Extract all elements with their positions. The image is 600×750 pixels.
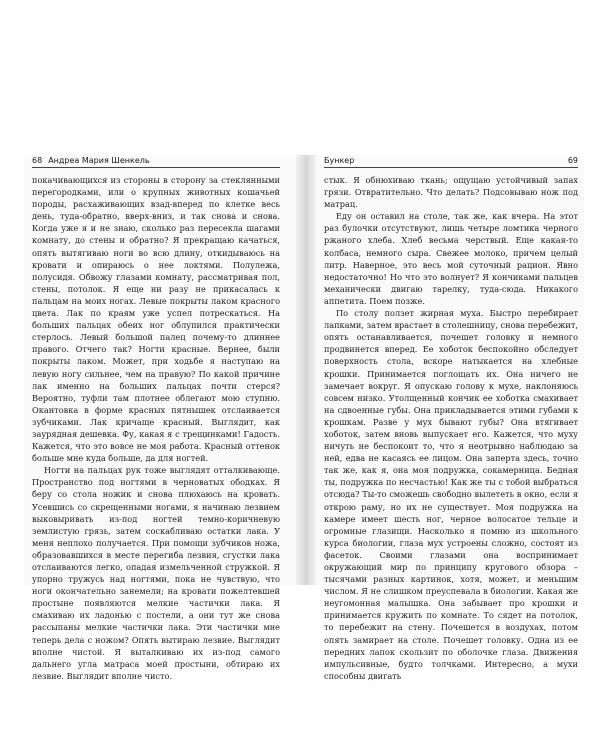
left-running-head: [32, 155, 280, 168]
left-header-group: [32, 155, 150, 167]
left-running-head-title: Андреа Мария Шенкель: [48, 156, 150, 165]
right-page-number: 69: [567, 156, 578, 165]
left-page-number: 68: [32, 156, 43, 165]
left-paragraph-1: покачивающихся из стороны в сторону за стеклянными перегородками, или о крупных животных кошачьей породы, расхаживающих взад-вперед по клетке весь день, туда-обратно, вверх-вниз, и так снова и снова. Когда уже я и не знаю, сколько раз пересекла шагами комнату, до стены и обратно? Я прекращаю качаться, опять вытягиваю ноги во всю длину, откидываюсь на кровати и опираюсь о нее локтями. Полулежа, полусидя. Обвожу глазами комнату, рассматривая пол, стены, потолок. Я еще ни разу не прикасалась к пальцам на моих ногах. Левые покрыты лаком красного цвета. Лак по краям уже успел потрескаться. На больших пальцах обеих ног облупился практически стерлось. Левый большой палец почему-то длиннее правого. Отчего так? Ногти красные. Вернее, были покрыты лаком. Может, при ходьбе я наступаю на левую ногу сильнее, чем на правую? По какой причине лак именно на больших пальцах почти стерся? Вероятно, туфли там плотнее облегают мою ступню. Окантовка в форме красных пятнышек отслаивается зубчиками. Лак кричаще красный. Выглядит, как заурядная дешевка. Фу, какая я с трещинками! Гадость. Кажется, что это вовсе не моя работа. Красный оттенок больше мне куда больше, да для ногтей.: [32, 175, 280, 464]
right-paragraph-3: По столу ползет жирная муха. Быстро перебирает лапками, затем врастает в столешницу, снова перебежит, опять останавливается, почешет головку и немного продвинется вперед. Ее хоботок беспокойно обследует поверхность стола, вскоре натыкается на хлебные крошки. Принимается поглощать их. Она ничего не замечает вокруг. Я опускаю голову к мухе, наклоняюсь совсем низко. Утолщенный кончик ее хоботка смахивает на сдвоенные губы. Она прикладывается этими губами к крошкам. Разве у мух бывают губы? Она втягивает хоботок, затем вновь выпускает его. Кажется, что муху ничуть не беспокоит то, что я неотрывно наблюдаю за ней, едва не касаясь ее лицом. Она заперта здесь, точно так же, как я, она моя подружка, сокамерница. Бедная ты, подружка по несчастью! Как же ты с тобой выбраться отсюда? Ты-то сможешь свободно вылететь в окно, если я открою раму, но их не существует. Моя подружка на камере имеет шесть ног, черное волосатое тельце и огромные глазищи. Насколько я помню из школьного курса биологии, глаза мух устроены сложно, состоят из фасеток. Своими глазами она воспринимает окружающий мир по принципу кругового обзора – тысячами разных картинок, хотя, может, и меньшим числом. Я не слишком преуспевала в биологии. Какая же неугомонная малышка. Она забывает про крошки и принимается кружить по комнате. То сядет на потолок, то перебежит на стену. Почешется в воздухах, потом опять замирает на столе. Почешет головку. Одна из ее передних лапок скользит по оболочке глаза. Движения импульсивные, будто толчками. Интересно, а мухи способны двигать: [324, 308, 578, 681]
right-running-head-title: Бункер: [324, 156, 355, 165]
right-paragraph-2: Еду он оставил на столе, так же, как вчера. На этот раз булочки отсутствуют, лишь четыре ломтика черного ржаного хлеба. Хлеб весьма черствый. Еще какая-то колбаса, немного сыра. Свежее молоко, причем целый литр. Наверное, это весь мой суточный рацион. Явно недостаточно! Но что это волнует? Я кончиками пальцев механически двигаю тарелку, туда-сюда. Никакого аппетита. Поем позже.: [324, 211, 578, 306]
right-page: [320, 155, 584, 681]
right-paragraph-1: стык. Я обнюхиваю ткань; ощущаю устойчивый запах грязи. Отвратительно. Что делать? Подсовываю нож под матрац.: [324, 175, 578, 210]
left-page: [24, 155, 288, 681]
book-spread: [24, 155, 584, 681]
left-paragraph-2: Ногти на пальцах рук тоже выглядят отталкивающе. Пространство под ногтями в черноватых ободках. Я беру со стола ножик и снова плюхаюсь на кровать. Усевшись со скрещенными ногами, я начинаю лезвием выковыривать из-под ногтей темно-коричневую землистую грязь, затем соскабливаю остатки лака. У меня неплохо получается. При помощи зубчиков ножа, образовавшихся в месте перегиба лезвия, сгустки лака отслаиваются легко, опадая измельченной стружкой. Я упорно тружусь над ногтями, пока не чувствую, что ноги окончательно занемели; на кровати пожелтевшей простыне появляются мелкие частички лака. Я смахиваю их ладонью с постели, а они тут же снова рассыпаны мелкие частички лака. Эти частички мне теперь дела с ножом? Опять вытираю лезвие. Выглядит вполне чистой. Я выталкиваю их из-под самого дальнего угла матраса моей простыни, обтираю их лезвие. Выглядит вполне чисто.: [32, 465, 280, 681]
book-gutter: [296, 155, 316, 585]
right-running-head: [324, 155, 578, 168]
